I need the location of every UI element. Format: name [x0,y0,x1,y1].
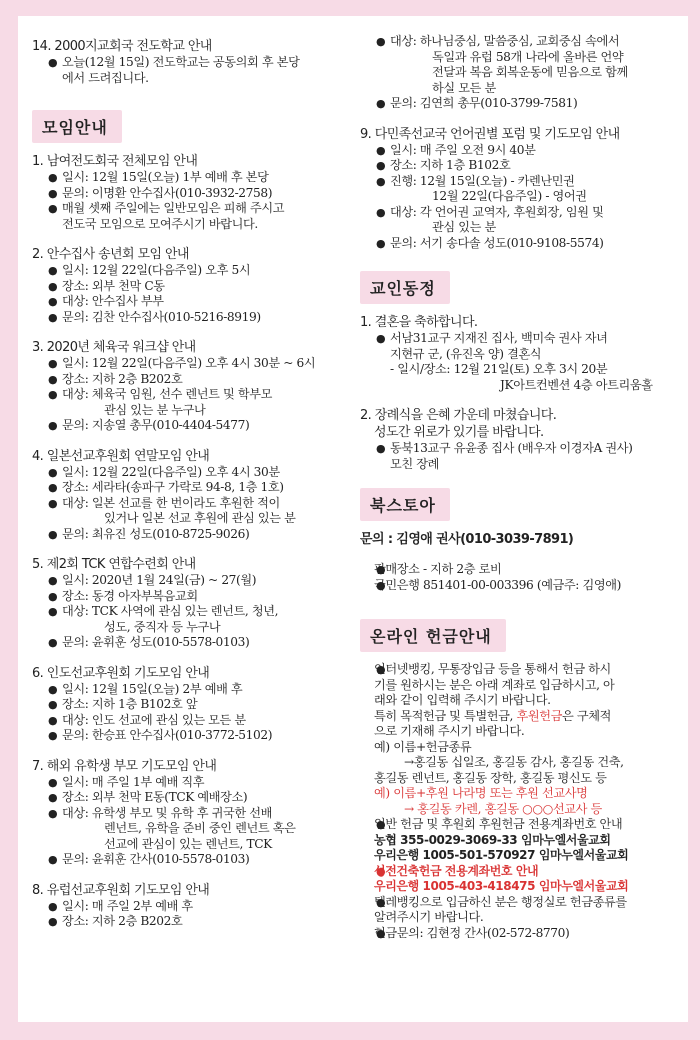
meeting-1 [32,153,350,232]
bulletin-page [18,16,688,1022]
meeting-heading: 6. 인도선교후원회 기도모임 안내 [32,665,210,681]
offering-example-red: 예) 이름+후원 나라명 또는 후원 선교사명 [374,786,588,800]
meeting-line: ● 일시: 12월 22일(다음주일) 오후 4시 30분 [32,465,350,481]
right-column [360,34,680,955]
meeting-line: ● 장소: 지하 2층 B202호 [32,914,350,930]
meeting-line: ● 장소: 지하 1층 B102호 [360,158,680,174]
meeting-line-cont: 전도국 모임으로 모여주시기 바랍니다. [62,216,258,231]
member-news-1 [360,314,680,393]
meeting-line: ● 장소: 외부 천막 C동 [32,279,350,295]
bookstore-info [360,531,680,593]
meeting-line: ● 대상: 유학생 부모 및 유학 후 귀국한 선배 [32,806,350,822]
meeting-line-cont: 하실 모든 분 [432,80,496,95]
meeting-line: ● 대상: TCK 사역에 관심 있는 렌넌트, 청년, [32,604,350,620]
meeting-line: ● 일시: 2020년 1월 24일(금) ~ 27(월) [32,573,350,589]
meeting-line: ● 문의: 지송열 총무(010-4404-5477) [32,418,350,434]
notice-line-cont: 에서 드려집니다. [62,70,149,85]
meeting-line-cont: 렌넌트, 유학을 준비 중인 렌넌트 혹은 [104,821,296,835]
meeting-line-cont: 전달과 복음 회복운동에 믿음으로 함께 [432,65,628,79]
meeting-line: ● 일시: 매 주일 2부 예배 후 [32,899,350,915]
meeting-line: ● 문의: 한승표 안수집사(010-3772-5102) [32,728,350,744]
meeting-line: ● 문의: 서기 송다솔 성도(010-9108-5574) [360,236,680,252]
section-title-meetings: 모임안내 [32,110,122,143]
offering-line: ● 텔레뱅킹으로 입금하신 분은 행정실로 헌금종류를 [360,895,680,911]
account-woori: 우리은행 1005-501-570927 임마누엘서울교회 [374,848,629,862]
meeting-line: ● 문의: 김찬 안수집사(010-5216-8919) [32,310,350,326]
meeting-line: ● 문의: 최유진 성도(010-8725-9026) [32,527,350,543]
meeting-4 [32,448,350,543]
notice-heading: 14. 2000지교회국 전도학교 안내 [32,39,212,54]
meeting-3 [32,339,350,434]
offering-example-line: →홍길동 십일조, 홍길동 감사, 홍길동 건축, [404,755,624,769]
account-nh: 농협 355-0029-3069-33 임마누엘서울교회 [374,832,611,847]
meeting-8-cont [360,34,680,112]
meeting-line: ● 일시: 12월 22일(다음주일) 오후 4시 30분 ~ 6시 [32,356,350,372]
meeting-line-cont: 독일과 유럽 58개 나라에 올바른 언약 [432,49,624,64]
meeting-line-cont: 성도, 중직자 등 누구나 [104,619,221,634]
meeting-line: ● 장소: 지하 1층 B102호 앞 [32,697,350,713]
member-news-sub-cont: JK아트컨벤션 4층 아트리움홀 [500,377,653,392]
meeting-heading: 8. 유럽선교후원회 기도모임 안내 [32,882,210,898]
member-news-2 [360,407,680,472]
meeting-line: ● 장소: 동경 아자부복음교회 [32,589,350,605]
member-news-line-cont: 모친 장례 [390,456,439,471]
meeting-line: ● 일시: 매 주일 오전 9시 40분 [360,143,680,159]
offering-building-line: ● 성전건축헌금 전용계좌번호 안내 [360,864,680,880]
meeting-line: ● 대상: 체육국 임원, 선수 렌넌트 및 학부모 [32,387,350,403]
meeting-line: ● 대상: 안수집사 부부 [32,294,350,310]
meeting-line: ● 대상: 일본 선교를 한 번이라도 후원한 적이 [32,496,350,512]
meeting-line: ● 일시: 12월 15일(오늘) 1부 예배 후 본당 [32,170,350,186]
member-news-line-cont: 지현규 군, (유진옥 양) 결혼식 [390,346,542,361]
meeting-heading: 3. 2020년 체육국 워크샵 안내 [32,340,196,355]
left-column [32,38,350,944]
meeting-line-cont: 12월 22일(다음주일) - 영어권 [432,189,587,203]
meeting-line: ● 장소: 세라타(송파구 가락로 94-8, 1층 1호) [32,480,350,496]
member-news-line: ● 서남31교구 지재진 집사, 백미숙 권사 자녀 [360,331,680,347]
meeting-line: ● 대상: 인도 선교에 관심 있는 모든 분 [32,713,350,729]
notice-line: ● 오늘(12월 15일) 전도학교는 공동의회 후 본당 [32,55,350,71]
meeting-2 [32,246,350,325]
offering-line: ● 일반 헌금 및 후원회 후원헌금 전용계좌번호 안내 [360,817,680,833]
online-offering-info [360,662,680,941]
offering-line-cont: 기를 원하시는 분은 아래 계좌로 입금하시고, 아 [374,677,615,692]
bookstore-location: ● 판매장소 - 지하 2층 로비 [360,562,680,578]
meeting-6 [32,665,350,744]
meeting-heading: 4. 일본선교후원회 연말모임 안내 [32,448,210,464]
account-building: 우리은행 1005-403-418475 임마누엘서울교회 [374,879,629,893]
notice-14 [32,38,350,86]
meeting-line-cont: 관심 있는 분 누구나 [104,402,206,417]
offering-line: ● 인터넷뱅킹, 무통장입금 등을 통해서 헌금 하시 [360,662,680,678]
meeting-8 [32,882,350,930]
section-title-online-offering: 온라인 헌금안내 [360,619,506,652]
member-news-heading-cont: 성도간 위로가 있기를 바랍니다. [374,425,544,440]
offering-line-cont: 으로 기재해 주시기 바랍니다. [374,724,525,738]
member-news-heading: 1. 결혼을 축하합니다. [360,315,478,330]
offering-line-cont: 래와 같이 입력해 주시기 바랍니다. [374,693,551,707]
meeting-line: ● 대상: 하나님중심, 말씀중심, 교회중심 속에서 [360,34,680,50]
offering-example-red-line: → 홍길동 카렌, 홍길동 ○○○선교사 등 [404,801,602,816]
meeting-line: ● 장소: 외부 천막 E동(TCK 예배장소) [32,790,350,806]
offering-line-cont: 특히 목적헌금 및 특별헌금, 후원헌금은 구체적 [374,708,611,723]
meeting-5 [32,556,350,651]
meeting-line: ● 일시: 12월 22일(다음주일) 오후 5시 [32,263,350,279]
member-news-heading: 2. 장례식을 은혜 가운데 마쳤습니다. [360,408,557,423]
section-title-bookstore: 북스토아 [360,488,450,521]
meeting-heading: 2. 안수집사 송년회 모임 안내 [32,247,189,262]
offering-highlight: 후원헌금 [516,708,562,723]
meeting-line: ● 문의: 김연희 총무(010-3799-7581) [360,96,680,112]
offering-contact: ● 헌금문의: 김현정 간사(02-572-8770) [360,926,680,942]
bookstore-account: ● 국민은행 851401-00-003396 (예금주: 김영애) [360,578,680,594]
meeting-line-cont: 관심 있는 분 [432,220,496,234]
meeting-line: ● 문의: 이명환 안수집사(010-3932-2758) [32,186,350,202]
meeting-line: ● 일시: 매 주일 1부 예배 직후 [32,775,350,791]
meeting-heading: 5. 제2회 TCK 연합수련회 안내 [32,557,196,572]
meeting-line: ● 매월 셋째 주일에는 일반모임은 피해 주시고 [32,201,350,217]
bookstore-inquiry: 문의 : 김영애 권사(010-3039-7891) [360,532,574,547]
meeting-line: ● 문의: 윤휘훈 성도(010-5578-0103) [32,635,350,651]
section-title-members: 교인동정 [360,271,450,304]
meeting-7 [32,758,350,868]
meeting-line: ● 일시: 12월 15일(오늘) 2부 예배 후 [32,682,350,698]
meeting-line-cont: 있거나 일본 선교 후원에 관심 있는 분 [104,511,296,525]
member-news-sub: - 일시/장소: 12월 21일(토) 오후 3시 20분 [390,362,608,376]
meeting-line: ● 문의: 윤휘훈 간사(010-5578-0103) [32,852,350,868]
meeting-heading: 7. 해외 유학생 부모 기도모임 안내 [32,758,217,774]
member-news-line: ● 동북13교구 유윤종 집사 (배우자 이경자A 권사) [360,441,680,457]
meeting-9 [360,126,680,252]
offering-example-line: 홍길동 렌넌트, 홍길동 장학, 홍길동 평신도 등 [374,770,607,785]
meeting-line: ● 장소: 지하 2층 B202호 [32,372,350,388]
meeting-line: ● 대상: 각 언어권 교역자, 후원회장, 임원 및 [360,205,680,221]
offering-example: 예) 이름+헌금종류 [374,739,472,754]
offering-line-cont: 알려주시기 바랍니다. [374,910,484,924]
meeting-heading: 1. 남여전도회국 전체모임 안내 [32,154,198,169]
meeting-line-cont: 선교에 관심이 있는 렌넌트, TCK [104,836,272,851]
meeting-heading: 9. 다민족선교국 언어권별 포럼 및 기도모임 안내 [360,126,620,142]
meeting-line: ● 진행: 12월 15일(오늘) - 카렌난민권 [360,174,680,190]
